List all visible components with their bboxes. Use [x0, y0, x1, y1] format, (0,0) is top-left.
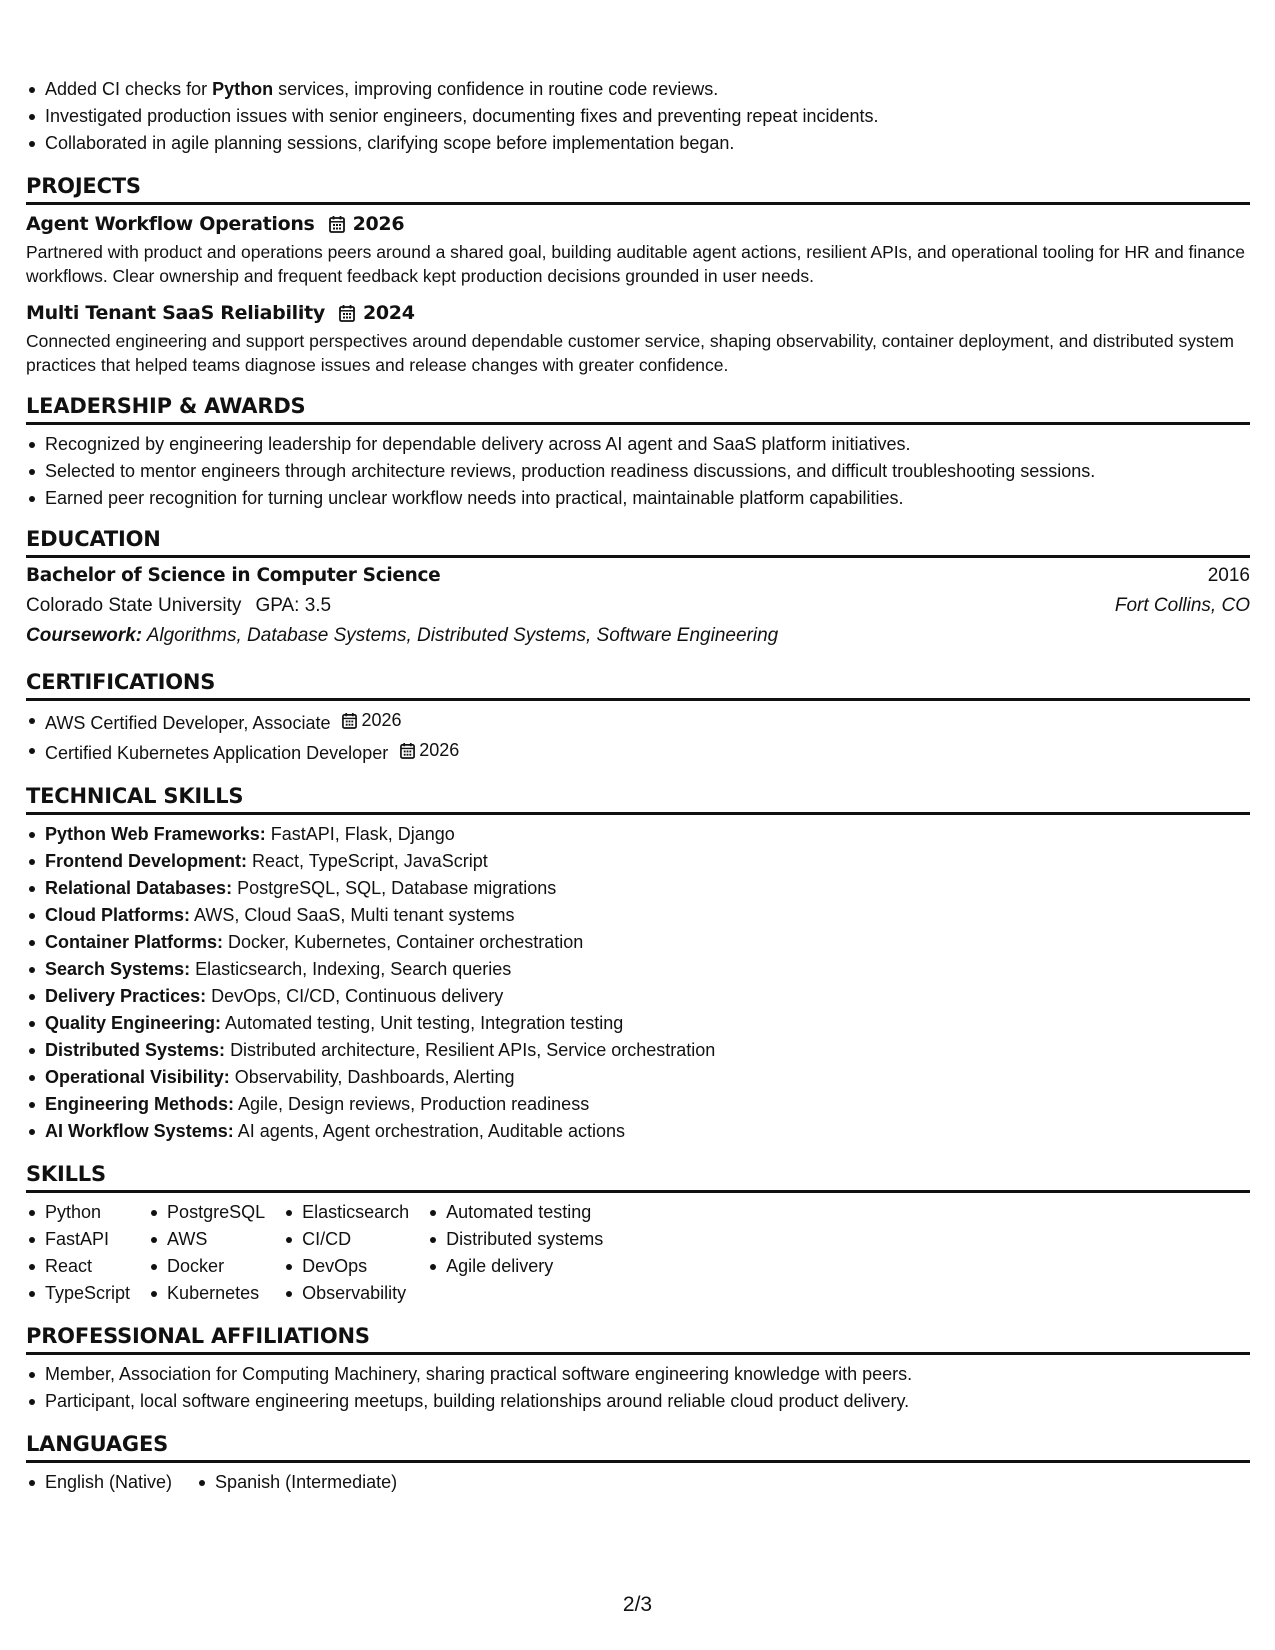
section-title: LEADERSHIP & AWARDS — [26, 394, 306, 418]
calendar-icon — [339, 304, 355, 322]
list-item: Earned peer recognition for turning unclear workflow needs into practical, maintainable platform capabilities. — [26, 485, 1250, 512]
degree: Bachelor of Science in Computer Science — [26, 565, 441, 586]
list-item: Recognized by engineering leadership for dependable delivery across AI agent and SaaS platform initiatives. — [26, 431, 1250, 458]
section-divider — [26, 698, 1250, 701]
project-year: 2026 — [352, 213, 405, 235]
school-location: Fort Collins, CO — [1114, 595, 1250, 616]
list-item: Container Platforms: Docker, Kubernetes, Container orchestration — [26, 929, 1250, 956]
list-item: Collaborated in agile planning sessions, clarifying scope before implementation began. — [26, 130, 1250, 157]
list-item: Relational Databases: PostgreSQL, SQL, Database migrations — [26, 875, 1250, 902]
list-item: Python Web Frameworks: FastAPI, Flask, Django — [26, 821, 1250, 848]
skills-section — [26, 1161, 1250, 1307]
list-item — [26, 707, 1250, 737]
section-title: EDUCATION — [26, 527, 161, 551]
section-divider — [26, 1190, 1250, 1193]
project-year: 2024 — [362, 302, 415, 324]
list-item: React — [26, 1253, 130, 1280]
list-item: Selected to mentor engineers through architecture reviews, production readiness discussions, and difficult troubleshooting sessions. — [26, 458, 1250, 485]
list-item: Frontend Development: React, TypeScript, JavaScript — [26, 848, 1250, 875]
section-divider — [26, 812, 1250, 815]
calendar-icon — [342, 712, 357, 729]
affiliations-section — [26, 1323, 1250, 1415]
section-title: LANGUAGES — [26, 1432, 169, 1456]
section-title: CERTIFICATIONS — [26, 670, 216, 694]
gpa: GPA: 3.5 — [255, 595, 332, 616]
projects-section — [26, 173, 1250, 377]
section-title: PROFESSIONAL AFFILIATIONS — [26, 1324, 370, 1348]
project-description: Partnered with product and operations peers around a shared goal, building auditable agent actions, resilient APIs, and operational tooling for HR and finance workflows. Clear ownership and frequent feedback kept production decisions grounded in user needs. — [26, 242, 1245, 286]
experience-bullets — [26, 76, 1250, 157]
list-item: DevOps — [283, 1253, 409, 1280]
list-item: Participant, local software engineering meetups, building relationships around reliable cloud product delivery. — [26, 1388, 1250, 1415]
list-item: Investigated production issues with senior engineers, documenting fixes and preventing repeat incidents. — [26, 103, 1250, 130]
graduation-year: 2016 — [1207, 565, 1250, 586]
skills-column — [427, 1199, 621, 1307]
list-item: English (Native) — [26, 1469, 172, 1496]
skills-column — [283, 1199, 427, 1307]
calendar-icon — [400, 742, 415, 759]
list-item: TypeScript — [26, 1280, 130, 1307]
list-item: Python — [26, 1199, 130, 1226]
section-divider — [26, 1460, 1250, 1463]
list-item: FastAPI — [26, 1226, 130, 1253]
list-item: PostgreSQL — [148, 1199, 265, 1226]
list-item: Operational Visibility: Observability, Dashboards, Alerting — [26, 1064, 1250, 1091]
project-item — [26, 211, 1250, 288]
project-item — [26, 300, 1250, 377]
coursework-label: Coursework: — [26, 625, 143, 646]
certifications-section — [26, 669, 1250, 767]
certification-year: 2026 — [361, 710, 402, 730]
section-title: TECHNICAL SKILLS — [26, 784, 244, 808]
certification-name: AWS Certified Developer, Associate — [45, 713, 331, 733]
page-number: 2/3 — [622, 1593, 653, 1616]
certification-year: 2026 — [419, 740, 460, 760]
section-title: SKILLS — [26, 1162, 106, 1186]
list-item: Distributed systems — [427, 1226, 603, 1253]
list-item: Search Systems: Elasticsearch, Indexing, Search queries — [26, 956, 1250, 983]
coursework: Algorithms, Database Systems, Distributed Systems, Software Engineering — [146, 625, 779, 646]
list-item: AI Workflow Systems: AI agents, Agent orchestration, Auditable actions — [26, 1118, 1250, 1145]
skills-column — [148, 1199, 283, 1307]
list-item: Docker — [148, 1253, 265, 1280]
resume-page — [26, 76, 1250, 1496]
calendar-icon — [329, 215, 345, 233]
list-item: Added CI checks for Python services, improving confidence in routine code reviews. — [26, 76, 1250, 103]
list-item: Quality Engineering: Automated testing, Unit testing, Integration testing — [26, 1010, 1250, 1037]
section-divider — [26, 1352, 1250, 1355]
list-item: Elasticsearch — [283, 1199, 409, 1226]
list-item: Automated testing — [427, 1199, 603, 1226]
section-divider — [26, 555, 1250, 558]
list-item — [26, 737, 1250, 767]
list-item: Observability — [283, 1280, 409, 1307]
list-item: CI/CD — [283, 1226, 409, 1253]
skills-column — [26, 1199, 148, 1307]
certification-name: Certified Kubernetes Application Developer — [45, 743, 389, 763]
list-item: Delivery Practices: DevOps, CI/CD, Continuous delivery — [26, 983, 1250, 1010]
list-item: AWS — [148, 1226, 265, 1253]
technical-skills-section — [26, 783, 1250, 1145]
project-description: Connected engineering and support perspectives around dependable customer service, shaping observability, container deployment, and distributed system practices that helped teams diagnose issues and release changes with greater confidence. — [26, 331, 1234, 375]
project-name: Multi Tenant SaaS Reliability — [26, 302, 325, 324]
school-name: Colorado State University — [26, 595, 242, 616]
list-item: Cloud Platforms: AWS, Cloud SaaS, Multi tenant systems — [26, 902, 1250, 929]
project-name: Agent Workflow Operations — [26, 213, 315, 235]
list-item: Spanish (Intermediate) — [196, 1469, 397, 1496]
section-divider — [26, 202, 1250, 205]
languages-section — [26, 1431, 1250, 1496]
list-item: Engineering Methods: Agile, Design reviews, Production readiness — [26, 1091, 1250, 1118]
list-item: Agile delivery — [427, 1253, 603, 1280]
education-section — [26, 526, 1250, 651]
list-item: Kubernetes — [148, 1280, 265, 1307]
leadership-section — [26, 393, 1250, 512]
section-divider — [26, 422, 1250, 425]
list-item: Member, Association for Computing Machinery, sharing practical software engineering knowledge with peers. — [26, 1361, 1250, 1388]
section-title: PROJECTS — [26, 174, 141, 198]
list-item: Distributed Systems: Distributed architecture, Resilient APIs, Service orchestration — [26, 1037, 1250, 1064]
